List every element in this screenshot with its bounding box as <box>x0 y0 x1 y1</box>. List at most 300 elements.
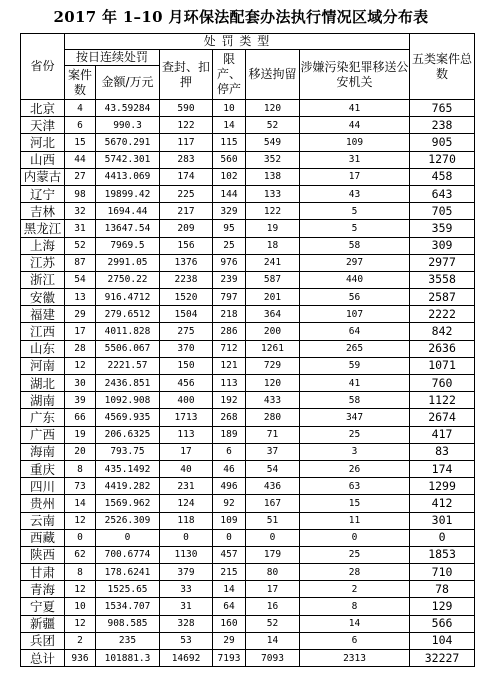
cell-detain: 120 <box>246 375 300 392</box>
cell-amount: 235 <box>96 632 160 649</box>
cell-limit: 7193 <box>213 650 246 667</box>
cell-detain: 436 <box>246 478 300 495</box>
cell-amount: 700.6774 <box>96 546 160 563</box>
cell-amount: 279.6512 <box>96 306 160 323</box>
header-seal: 查封、扣押 <box>160 50 213 100</box>
cell-crime: 15 <box>300 495 410 512</box>
cell-seal: 217 <box>160 203 213 220</box>
cell-seal: 2238 <box>160 271 213 288</box>
cell-crime: 5 <box>300 220 410 237</box>
cell-cases: 20 <box>65 443 96 460</box>
cell-cases: 73 <box>65 478 96 495</box>
cell-total: 78 <box>410 581 475 598</box>
header-total-cases: 五类案件总数 <box>410 34 475 100</box>
cell-amount: 43.59284 <box>96 100 160 117</box>
cell-province: 湖北 <box>21 375 65 392</box>
table-row <box>21 340 475 357</box>
cell-total: 710 <box>410 564 475 581</box>
cell-seal: 1376 <box>160 254 213 271</box>
cell-crime: 25 <box>300 426 410 443</box>
cell-province: 重庆 <box>21 460 65 477</box>
cell-amount: 2436.851 <box>96 375 160 392</box>
cell-seal: 590 <box>160 100 213 117</box>
cell-cases: 54 <box>65 271 96 288</box>
cell-limit: 215 <box>213 564 246 581</box>
cell-province: 贵州 <box>21 495 65 512</box>
table-row <box>21 443 475 460</box>
cell-amount: 793.75 <box>96 443 160 460</box>
cell-total: 765 <box>410 100 475 117</box>
cell-detain: 201 <box>246 289 300 306</box>
cell-total: 174 <box>410 460 475 477</box>
cell-detain: 549 <box>246 134 300 151</box>
cell-amount: 2750.22 <box>96 271 160 288</box>
cell-amount: 4413.069 <box>96 168 160 185</box>
cell-detain: 364 <box>246 306 300 323</box>
cell-limit: 14 <box>213 581 246 598</box>
table-row <box>21 478 475 495</box>
cell-seal: 118 <box>160 512 213 529</box>
cell-detain: 122 <box>246 203 300 220</box>
cell-province: 北京 <box>21 100 65 117</box>
table-row <box>21 134 475 151</box>
table-row <box>21 598 475 615</box>
cell-total: 1853 <box>410 546 475 563</box>
cell-province: 广东 <box>21 409 65 426</box>
cell-total: 32227 <box>410 650 475 667</box>
cell-crime: 265 <box>300 340 410 357</box>
cell-total: 1299 <box>410 478 475 495</box>
total-row <box>21 650 475 667</box>
cell-detain: 17 <box>246 581 300 598</box>
cell-detain: 52 <box>246 117 300 134</box>
cell-limit: 46 <box>213 460 246 477</box>
cell-province: 江苏 <box>21 254 65 271</box>
cell-crime: 17 <box>300 168 410 185</box>
cell-crime: 109 <box>300 134 410 151</box>
table-row <box>21 564 475 581</box>
cell-crime: 5 <box>300 203 410 220</box>
cell-total: 566 <box>410 615 475 632</box>
cell-province: 河南 <box>21 357 65 374</box>
cell-seal: 122 <box>160 117 213 134</box>
cell-cases: 66 <box>65 409 96 426</box>
cell-seal: 31 <box>160 598 213 615</box>
cell-province: 福建 <box>21 306 65 323</box>
header-province: 省份 <box>21 34 65 100</box>
cell-province: 海南 <box>21 443 65 460</box>
cell-seal: 328 <box>160 615 213 632</box>
cell-crime: 14 <box>300 615 410 632</box>
cell-seal: 0 <box>160 529 213 546</box>
table-row <box>21 271 475 288</box>
cell-crime: 440 <box>300 271 410 288</box>
cell-limit: 189 <box>213 426 246 443</box>
cell-limit: 286 <box>213 323 246 340</box>
cell-limit: 115 <box>213 134 246 151</box>
cell-cases: 12 <box>65 615 96 632</box>
cell-amount: 908.585 <box>96 615 160 632</box>
cell-seal: 370 <box>160 340 213 357</box>
cell-amount: 2991.05 <box>96 254 160 271</box>
cell-province: 宁夏 <box>21 598 65 615</box>
cell-limit: 160 <box>213 615 246 632</box>
cell-amount: 1694.44 <box>96 203 160 220</box>
cell-detain: 729 <box>246 357 300 374</box>
cell-crime: 2 <box>300 581 410 598</box>
cell-seal: 283 <box>160 151 213 168</box>
cell-crime: 26 <box>300 460 410 477</box>
cell-detain: 80 <box>246 564 300 581</box>
cell-cases: 87 <box>65 254 96 271</box>
cell-amount: 178.6241 <box>96 564 160 581</box>
header-detain: 移送拘留 <box>246 50 300 100</box>
table-body <box>21 100 475 667</box>
cell-detain: 433 <box>246 392 300 409</box>
cell-province: 山东 <box>21 340 65 357</box>
cell-seal: 117 <box>160 134 213 151</box>
cell-province: 吉林 <box>21 203 65 220</box>
cell-limit: 192 <box>213 392 246 409</box>
cell-total: 412 <box>410 495 475 512</box>
cell-crime: 6 <box>300 632 410 649</box>
cell-detain: 51 <box>246 512 300 529</box>
cell-total: 458 <box>410 168 475 185</box>
cell-cases: 15 <box>65 134 96 151</box>
cell-province: 河北 <box>21 134 65 151</box>
cell-detain: 241 <box>246 254 300 271</box>
cell-province: 陕西 <box>21 546 65 563</box>
cell-limit: 144 <box>213 185 246 202</box>
cell-seal: 400 <box>160 392 213 409</box>
cell-province: 新疆 <box>21 615 65 632</box>
cell-cases: 8 <box>65 460 96 477</box>
cell-detain: 52 <box>246 615 300 632</box>
cell-detain: 37 <box>246 443 300 460</box>
cell-cases: 936 <box>65 650 96 667</box>
cell-cases: 12 <box>65 581 96 598</box>
cell-limit: 113 <box>213 375 246 392</box>
cell-crime: 58 <box>300 392 410 409</box>
cell-cases: 44 <box>65 151 96 168</box>
cell-limit: 25 <box>213 237 246 254</box>
cell-total: 2636 <box>410 340 475 357</box>
table-row <box>21 100 475 117</box>
cell-limit: 95 <box>213 220 246 237</box>
cell-seal: 53 <box>160 632 213 649</box>
cell-crime: 297 <box>300 254 410 271</box>
cell-total: 2977 <box>410 254 475 271</box>
cell-limit: 496 <box>213 478 246 495</box>
table-row <box>21 615 475 632</box>
cell-province: 天津 <box>21 117 65 134</box>
cell-crime: 64 <box>300 323 410 340</box>
cell-province: 内蒙古 <box>21 168 65 185</box>
cell-amount: 916.4712 <box>96 289 160 306</box>
cell-crime: 11 <box>300 512 410 529</box>
table-row <box>21 512 475 529</box>
cell-amount: 4011.828 <box>96 323 160 340</box>
cell-total: 104 <box>410 632 475 649</box>
cell-detain: 280 <box>246 409 300 426</box>
cell-total: 1270 <box>410 151 475 168</box>
cell-province: 四川 <box>21 478 65 495</box>
table-row <box>21 529 475 546</box>
cell-crime: 41 <box>300 375 410 392</box>
cell-seal: 124 <box>160 495 213 512</box>
cell-detain: 18 <box>246 237 300 254</box>
cell-cases: 0 <box>65 529 96 546</box>
cell-total: 705 <box>410 203 475 220</box>
cell-seal: 379 <box>160 564 213 581</box>
cell-seal: 40 <box>160 460 213 477</box>
table-row <box>21 392 475 409</box>
cell-detain: 7093 <box>246 650 300 667</box>
table-row <box>21 375 475 392</box>
cell-limit: 239 <box>213 271 246 288</box>
table-row <box>21 426 475 443</box>
cell-crime: 8 <box>300 598 410 615</box>
cell-province: 青海 <box>21 581 65 598</box>
cell-crime: 41 <box>300 100 410 117</box>
cell-seal: 150 <box>160 357 213 374</box>
cell-crime: 31 <box>300 151 410 168</box>
cell-cases: 52 <box>65 237 96 254</box>
cell-limit: 712 <box>213 340 246 357</box>
cell-amount: 5506.067 <box>96 340 160 357</box>
cell-detain: 179 <box>246 546 300 563</box>
cell-limit: 0 <box>213 529 246 546</box>
cell-cases: 39 <box>65 392 96 409</box>
cell-amount: 5670.291 <box>96 134 160 151</box>
cell-crime: 107 <box>300 306 410 323</box>
cell-seal: 231 <box>160 478 213 495</box>
cell-crime: 25 <box>300 546 410 563</box>
header-punish-type: 处 罚 类 型 <box>65 34 410 50</box>
cell-crime: 59 <box>300 357 410 374</box>
cell-limit: 10 <box>213 100 246 117</box>
cell-cases: 30 <box>65 375 96 392</box>
cell-total: 905 <box>410 134 475 151</box>
table-row <box>21 581 475 598</box>
cell-amount: 19899.42 <box>96 185 160 202</box>
cell-seal: 1504 <box>160 306 213 323</box>
table-row <box>21 220 475 237</box>
cell-province: 湖南 <box>21 392 65 409</box>
cell-province: 西藏 <box>21 529 65 546</box>
cell-limit: 268 <box>213 409 246 426</box>
cell-amount: 206.6325 <box>96 426 160 443</box>
table-title: 2017 年 1–10 月环保法配套办法执行情况区域分布表 <box>53 8 429 26</box>
cell-amount: 1569.962 <box>96 495 160 512</box>
cell-province: 兵团 <box>21 632 65 649</box>
cell-limit: 329 <box>213 203 246 220</box>
cell-crime: 3 <box>300 443 410 460</box>
cell-seal: 1130 <box>160 546 213 563</box>
table-header <box>21 34 475 100</box>
header-cases: 案件数 <box>65 66 96 100</box>
cell-total: 1122 <box>410 392 475 409</box>
cell-detain: 167 <box>246 495 300 512</box>
cell-limit: 560 <box>213 151 246 168</box>
table-row <box>21 357 475 374</box>
table-row <box>21 237 475 254</box>
cell-cases: 31 <box>65 220 96 237</box>
cell-province: 浙江 <box>21 271 65 288</box>
cell-detain: 587 <box>246 271 300 288</box>
cell-province: 广西 <box>21 426 65 443</box>
table-row <box>21 323 475 340</box>
header-daily-penalty: 按日连续处罚 <box>65 50 160 66</box>
cell-seal: 17 <box>160 443 213 460</box>
cell-seal: 275 <box>160 323 213 340</box>
cell-detain: 54 <box>246 460 300 477</box>
cell-detain: 71 <box>246 426 300 443</box>
cell-limit: 976 <box>213 254 246 271</box>
cell-detain: 120 <box>246 100 300 117</box>
cell-cases: 62 <box>65 546 96 563</box>
cell-detain: 138 <box>246 168 300 185</box>
cell-province: 山西 <box>21 151 65 168</box>
cell-total: 2674 <box>410 409 475 426</box>
cell-amount: 4419.282 <box>96 478 160 495</box>
cell-seal: 1520 <box>160 289 213 306</box>
table-row <box>21 254 475 271</box>
cell-limit: 102 <box>213 168 246 185</box>
cell-limit: 14 <box>213 117 246 134</box>
cell-detain: 14 <box>246 632 300 649</box>
cell-total: 129 <box>410 598 475 615</box>
cell-cases: 28 <box>65 340 96 357</box>
table-row <box>21 409 475 426</box>
cell-total: 0 <box>410 529 475 546</box>
cell-detain: 19 <box>246 220 300 237</box>
cell-cases: 98 <box>65 185 96 202</box>
cell-amount: 0 <box>96 529 160 546</box>
cell-amount: 1534.707 <box>96 598 160 615</box>
cell-seal: 113 <box>160 426 213 443</box>
cell-seal: 33 <box>160 581 213 598</box>
cell-total: 417 <box>410 426 475 443</box>
cell-amount: 7969.5 <box>96 237 160 254</box>
cell-seal: 209 <box>160 220 213 237</box>
cell-seal: 174 <box>160 168 213 185</box>
cell-limit: 218 <box>213 306 246 323</box>
cell-crime: 56 <box>300 289 410 306</box>
table-row <box>21 632 475 649</box>
cell-cases: 10 <box>65 598 96 615</box>
cell-cases: 14 <box>65 495 96 512</box>
cell-limit: 92 <box>213 495 246 512</box>
cell-cases: 27 <box>65 168 96 185</box>
cell-detain: 1261 <box>246 340 300 357</box>
cell-cases: 8 <box>65 564 96 581</box>
cell-crime: 58 <box>300 237 410 254</box>
table-row <box>21 460 475 477</box>
cell-province: 甘肃 <box>21 564 65 581</box>
cell-cases: 2 <box>65 632 96 649</box>
header-amount: 金额/万元 <box>96 66 160 100</box>
cell-total: 3558 <box>410 271 475 288</box>
cell-limit: 6 <box>213 443 246 460</box>
cell-amount: 13647.54 <box>96 220 160 237</box>
cell-crime: 347 <box>300 409 410 426</box>
cell-cases: 6 <box>65 117 96 134</box>
cell-total: 83 <box>410 443 475 460</box>
cell-crime: 28 <box>300 564 410 581</box>
table-row <box>21 168 475 185</box>
cell-crime: 63 <box>300 478 410 495</box>
cell-total: 2222 <box>410 306 475 323</box>
cell-total: 301 <box>410 512 475 529</box>
cell-cases: 4 <box>65 100 96 117</box>
cell-amount: 1525.65 <box>96 581 160 598</box>
cell-province: 辽宁 <box>21 185 65 202</box>
cell-province: 江西 <box>21 323 65 340</box>
cell-crime: 2313 <box>300 650 410 667</box>
cell-detain: 0 <box>246 529 300 546</box>
cell-cases: 13 <box>65 289 96 306</box>
cell-limit: 121 <box>213 357 246 374</box>
cell-cases: 32 <box>65 203 96 220</box>
header-crime: 涉嫌污染犯罪移送公安机关 <box>300 50 410 100</box>
enforcement-table <box>20 33 475 667</box>
cell-cases: 19 <box>65 426 96 443</box>
table-row <box>21 117 475 134</box>
cell-detain: 352 <box>246 151 300 168</box>
cell-amount: 4569.935 <box>96 409 160 426</box>
cell-seal: 156 <box>160 237 213 254</box>
cell-limit: 109 <box>213 512 246 529</box>
cell-total: 1071 <box>410 357 475 374</box>
cell-limit: 797 <box>213 289 246 306</box>
cell-amount: 2526.309 <box>96 512 160 529</box>
table-row <box>21 289 475 306</box>
cell-total: 760 <box>410 375 475 392</box>
header-limit: 限产、停产 <box>213 50 246 100</box>
cell-total: 2587 <box>410 289 475 306</box>
cell-limit: 457 <box>213 546 246 563</box>
cell-cases: 12 <box>65 512 96 529</box>
cell-province: 总计 <box>21 650 65 667</box>
cell-amount: 990.3 <box>96 117 160 134</box>
cell-total: 359 <box>410 220 475 237</box>
table-row <box>21 151 475 168</box>
cell-limit: 64 <box>213 598 246 615</box>
cell-crime: 43 <box>300 185 410 202</box>
cell-amount: 2221.57 <box>96 357 160 374</box>
cell-total: 309 <box>410 237 475 254</box>
cell-detain: 133 <box>246 185 300 202</box>
table-row <box>21 546 475 563</box>
cell-amount: 435.1492 <box>96 460 160 477</box>
cell-amount: 1092.908 <box>96 392 160 409</box>
cell-seal: 225 <box>160 185 213 202</box>
cell-amount: 101881.3 <box>96 650 160 667</box>
table-row <box>21 203 475 220</box>
cell-cases: 17 <box>65 323 96 340</box>
cell-crime: 44 <box>300 117 410 134</box>
cell-detain: 200 <box>246 323 300 340</box>
cell-province: 黑龙江 <box>21 220 65 237</box>
cell-amount: 5742.301 <box>96 151 160 168</box>
cell-total: 842 <box>410 323 475 340</box>
cell-detain: 16 <box>246 598 300 615</box>
table-row <box>21 185 475 202</box>
cell-province: 安徽 <box>21 289 65 306</box>
table-row <box>21 495 475 512</box>
cell-crime: 0 <box>300 529 410 546</box>
